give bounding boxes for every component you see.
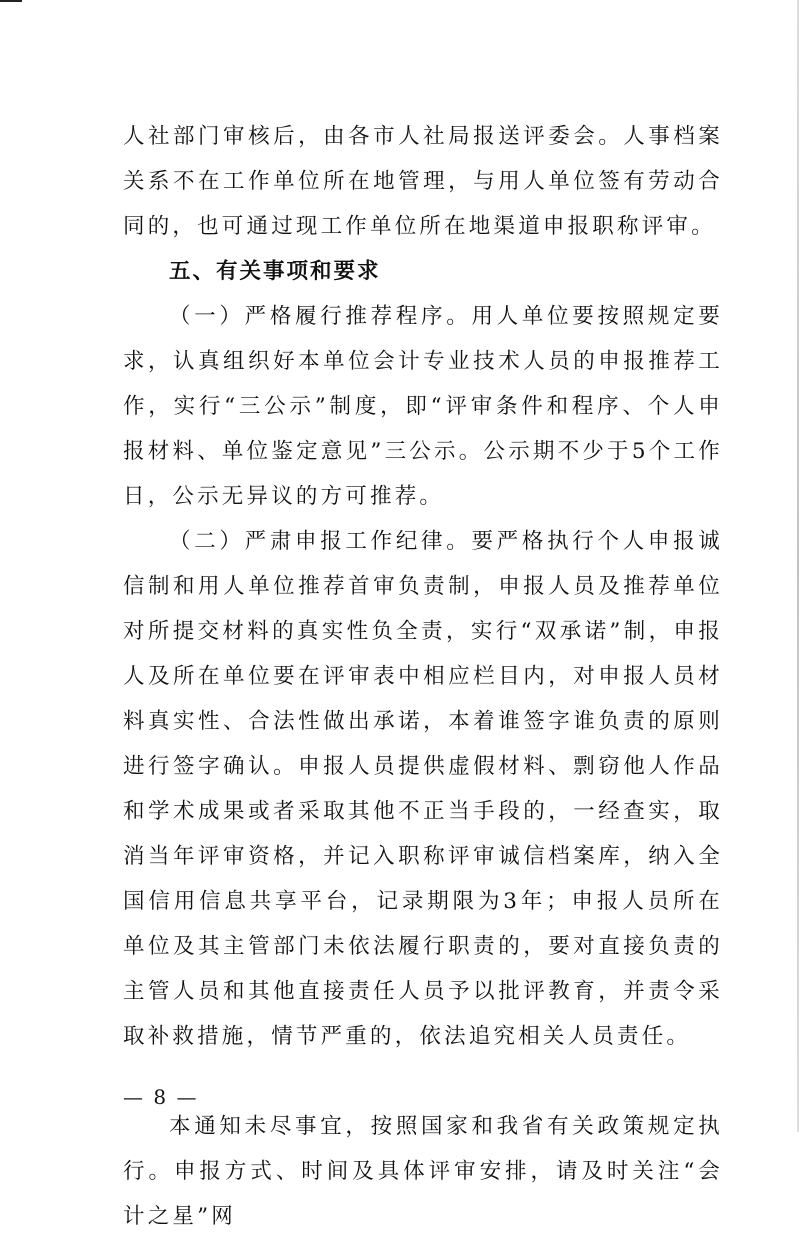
page-edge-shadow	[797, 0, 799, 1132]
paragraph-application-discipline: （二）严肃申报工作纪律。要严格执行个人申报诚信制和用人单位推荐首审负责制，申报人员及推荐单位对所提交材料的真实性负全责，实行“双承诺”制，申报人及所在单位要在评审表中相应栏目内，对申报人员材料真实性、合法性做出承诺，本着谁签字谁负责的原则进行签字确认。申报人员提供虚假材料、剽窃他人作品和学术成果或者采取其他不正当手段的，一经查实，取消当年评审资格，并记入职称评审诚信档案库，纳入全国信用信息共享平台，记录期限为3年；申报人员所在单位及其主管部门未依法履行职责的，要对直接负责的主管人员和其他直接责任人员予以批评教育，并责令采取补救措施，情节严重的，依法追究相关人员责任。	[123, 529, 723, 1049]
document-body	[123, 114, 723, 1239]
paragraph-recommendation-procedure: （一）严格履行推荐程序。用人单位要按照规定要求，认真组织好本单位会计专业技术人员的申报推荐工作，实行“三公示”制度，即“评审条件和程序、个人申报材料、单位鉴定意见”三公示。公示期不少于5个工作日，公示无异议的方可推荐。	[123, 304, 723, 509]
paragraph-gap	[123, 1059, 723, 1104]
paragraph-continuation: 人社部门审核后，由各市人社局报送评委会。人事档案关系不在工作单位所在地管理，与用人单位签有劳动合同的，也可通过现工作单位所在地渠道申报职称评审。	[123, 124, 723, 239]
section-heading-five: 五、有关事项和要求	[169, 259, 381, 284]
scan-mark	[0, 0, 22, 2]
page-number: — 8 —	[123, 1085, 199, 1109]
paragraph-closing-note: 本通知未尽事宜，按照国家和我省有关政策规定执行。申报方式、时间及具体评审安排，请及时关注“会计之星”网	[123, 1114, 723, 1229]
